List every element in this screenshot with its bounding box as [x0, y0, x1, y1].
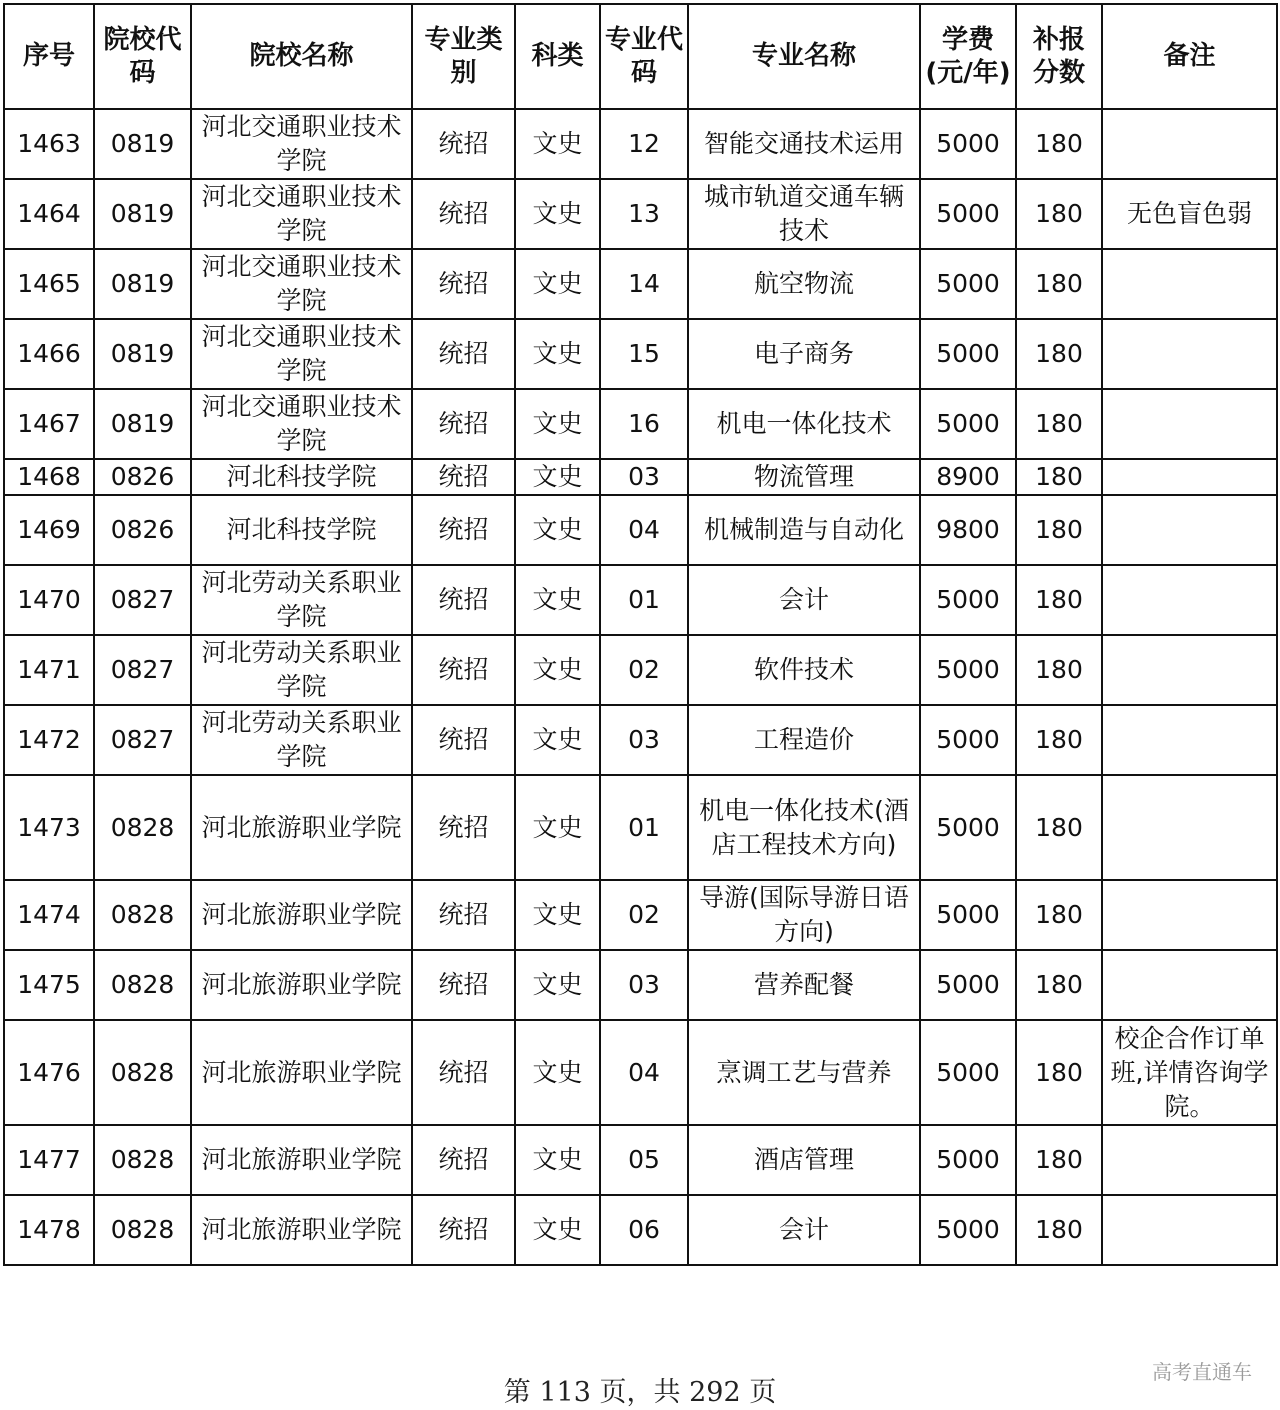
cell-school-code: 0828: [94, 950, 191, 1020]
cell-tuition: 5000: [920, 249, 1016, 319]
cell-major-code: 02: [600, 635, 688, 705]
cell-major-code: 13: [600, 179, 688, 249]
cell-school-code: 0828: [94, 1195, 191, 1265]
cell-subject-type: 文史: [515, 1020, 600, 1125]
cell-major-code: 01: [600, 565, 688, 635]
cell-index: 1472: [4, 705, 94, 775]
cell-major-code: 12: [600, 109, 688, 179]
cell-tuition: 5000: [920, 1195, 1016, 1265]
cell-school-name: 河北交通职业技术学院: [191, 249, 412, 319]
cell-major-code: 14: [600, 249, 688, 319]
cell-school-code: 0826: [94, 495, 191, 565]
cell-tuition: 5000: [920, 389, 1016, 459]
cell-major-name: 航空物流: [688, 249, 920, 319]
cell-score: 180: [1016, 1195, 1102, 1265]
cell-major-category: 统招: [412, 950, 515, 1020]
header-score: 补报分数: [1016, 4, 1102, 109]
cell-remarks: [1102, 950, 1277, 1020]
cell-major-name: 会计: [688, 1195, 920, 1265]
cell-school-code: 0826: [94, 459, 191, 495]
cell-subject-type: 文史: [515, 249, 600, 319]
cell-remarks: [1102, 775, 1277, 880]
admission-table: [3, 3, 1278, 1266]
cell-index: 1477: [4, 1125, 94, 1195]
cell-tuition: 5000: [920, 319, 1016, 389]
cell-major-name: 导游(国际导游日语方向): [688, 880, 920, 950]
header-subject-type: 科类: [515, 4, 600, 109]
header-remarks: 备注: [1102, 4, 1277, 109]
cell-major-code: 03: [600, 950, 688, 1020]
cell-remarks: [1102, 635, 1277, 705]
cell-major-category: 统招: [412, 389, 515, 459]
cell-score: 180: [1016, 705, 1102, 775]
cell-school-name: 河北劳动关系职业学院: [191, 565, 412, 635]
cell-school-code: 0819: [94, 389, 191, 459]
cell-score: 180: [1016, 249, 1102, 319]
cell-tuition: 5000: [920, 880, 1016, 950]
cell-subject-type: 文史: [515, 459, 600, 495]
cell-remarks: [1102, 109, 1277, 179]
table-row: [4, 705, 1277, 775]
cell-major-category: 统招: [412, 109, 515, 179]
cell-subject-type: 文史: [515, 109, 600, 179]
header-major-name: 专业名称: [688, 4, 920, 109]
cell-remarks: [1102, 249, 1277, 319]
cell-major-name: 城市轨道交通车辆技术: [688, 179, 920, 249]
cell-school-code: 0819: [94, 319, 191, 389]
cell-index: 1478: [4, 1195, 94, 1265]
cell-school-name: 河北旅游职业学院: [191, 1125, 412, 1195]
cell-remarks: [1102, 389, 1277, 459]
cell-major-category: 统招: [412, 459, 515, 495]
cell-major-name: 电子商务: [688, 319, 920, 389]
cell-subject-type: 文史: [515, 635, 600, 705]
cell-score: 180: [1016, 775, 1102, 880]
cell-score: 180: [1016, 1125, 1102, 1195]
cell-score: 180: [1016, 495, 1102, 565]
cell-major-name: 烹调工艺与营养: [688, 1020, 920, 1125]
cell-remarks: 校企合作订单班,详情咨询学院。: [1102, 1020, 1277, 1125]
cell-major-code: 04: [600, 1020, 688, 1125]
cell-school-name: 河北旅游职业学院: [191, 880, 412, 950]
cell-score: 180: [1016, 565, 1102, 635]
cell-score: 180: [1016, 109, 1102, 179]
cell-school-code: 0828: [94, 775, 191, 880]
footer-prefix: 第: [503, 1377, 531, 1408]
cell-subject-type: 文史: [515, 495, 600, 565]
cell-school-name: 河北科技学院: [191, 459, 412, 495]
cell-index: 1467: [4, 389, 94, 459]
cell-score: 180: [1016, 319, 1102, 389]
cell-major-category: 统招: [412, 1125, 515, 1195]
cell-major-name: 工程造价: [688, 705, 920, 775]
cell-school-name: 河北旅游职业学院: [191, 1020, 412, 1125]
cell-score: 180: [1016, 389, 1102, 459]
header-major-category: 专业类别: [412, 4, 515, 109]
cell-school-name: 河北旅游职业学院: [191, 950, 412, 1020]
cell-remarks: [1102, 495, 1277, 565]
cell-major-category: 统招: [412, 775, 515, 880]
table-row: [4, 389, 1277, 459]
cell-major-name: 机械制造与自动化: [688, 495, 920, 565]
table-row: [4, 635, 1277, 705]
cell-school-code: 0828: [94, 1020, 191, 1125]
header-school-name: 院校名称: [191, 4, 412, 109]
cell-tuition: 5000: [920, 950, 1016, 1020]
cell-school-code: 0828: [94, 1125, 191, 1195]
cell-tuition: 5000: [920, 565, 1016, 635]
cell-major-category: 统招: [412, 880, 515, 950]
cell-major-name: 机电一体化技术: [688, 389, 920, 459]
cell-major-code: 04: [600, 495, 688, 565]
cell-index: 1471: [4, 635, 94, 705]
cell-remarks: [1102, 705, 1277, 775]
cell-remarks: [1102, 880, 1277, 950]
cell-index: 1463: [4, 109, 94, 179]
cell-major-code: 06: [600, 1195, 688, 1265]
cell-major-category: 统招: [412, 1195, 515, 1265]
cell-major-name: 软件技术: [688, 635, 920, 705]
cell-major-code: 02: [600, 880, 688, 950]
table-row: [4, 495, 1277, 565]
table-body: [4, 109, 1277, 1265]
cell-school-name: 河北交通职业技术学院: [191, 319, 412, 389]
cell-tuition: 9800: [920, 495, 1016, 565]
table-row: [4, 565, 1277, 635]
cell-subject-type: 文史: [515, 319, 600, 389]
cell-tuition: 5000: [920, 705, 1016, 775]
cell-index: 1473: [4, 775, 94, 880]
cell-score: 180: [1016, 179, 1102, 249]
cell-index: 1475: [4, 950, 94, 1020]
page-footer: [0, 1370, 1280, 1409]
cell-major-category: 统招: [412, 635, 515, 705]
cell-major-code: 05: [600, 1125, 688, 1195]
cell-major-category: 统招: [412, 179, 515, 249]
cell-remarks: [1102, 1195, 1277, 1265]
table-row: [4, 1125, 1277, 1195]
cell-major-name: 会计: [688, 565, 920, 635]
cell-remarks: 无色盲色弱: [1102, 179, 1277, 249]
cell-subject-type: 文史: [515, 880, 600, 950]
watermark-text: 高考直通车: [1152, 1360, 1252, 1384]
cell-tuition: 5000: [920, 775, 1016, 880]
cell-tuition: 5000: [920, 179, 1016, 249]
cell-school-name: 河北旅游职业学院: [191, 1195, 412, 1265]
cell-index: 1465: [4, 249, 94, 319]
cell-major-code: 01: [600, 775, 688, 880]
cell-subject-type: 文史: [515, 950, 600, 1020]
cell-major-code: 03: [600, 705, 688, 775]
cell-index: 1466: [4, 319, 94, 389]
cell-major-category: 统招: [412, 565, 515, 635]
cell-major-name: 营养配餐: [688, 950, 920, 1020]
table-row: [4, 950, 1277, 1020]
header-index: 序号: [4, 4, 94, 109]
cell-school-code: 0828: [94, 880, 191, 950]
cell-major-code: 03: [600, 459, 688, 495]
footer-suffix: 页: [749, 1377, 777, 1408]
cell-major-category: 统招: [412, 1020, 515, 1125]
cell-subject-type: 文史: [515, 1195, 600, 1265]
cell-index: 1464: [4, 179, 94, 249]
header-school-code: 院校代码: [94, 4, 191, 109]
cell-major-name: 物流管理: [688, 459, 920, 495]
cell-school-name: 河北交通职业技术学院: [191, 389, 412, 459]
table-row: [4, 459, 1277, 495]
table-header-row: [4, 4, 1277, 109]
table-row: [4, 109, 1277, 179]
cell-score: 180: [1016, 1020, 1102, 1125]
cell-major-name: 智能交通技术运用: [688, 109, 920, 179]
cell-school-name: 河北交通职业技术学院: [191, 179, 412, 249]
cell-index: 1468: [4, 459, 94, 495]
cell-tuition: 5000: [920, 109, 1016, 179]
cell-school-name: 河北交通职业技术学院: [191, 109, 412, 179]
cell-index: 1476: [4, 1020, 94, 1125]
cell-major-code: 15: [600, 319, 688, 389]
cell-major-name: 酒店管理: [688, 1125, 920, 1195]
cell-school-name: 河北劳动关系职业学院: [191, 705, 412, 775]
cell-school-code: 0827: [94, 635, 191, 705]
footer-total-pages: 292: [689, 1377, 741, 1408]
cell-index: 1469: [4, 495, 94, 565]
cell-school-code: 0819: [94, 109, 191, 179]
table-row: [4, 1195, 1277, 1265]
table-row: [4, 179, 1277, 249]
footer-page-number: 113: [539, 1377, 591, 1408]
cell-remarks: [1102, 459, 1277, 495]
cell-school-name: 河北劳动关系职业学院: [191, 635, 412, 705]
footer-middle: 页，共: [599, 1377, 681, 1408]
cell-index: 1474: [4, 880, 94, 950]
cell-school-code: 0827: [94, 565, 191, 635]
cell-major-category: 统招: [412, 495, 515, 565]
cell-subject-type: 文史: [515, 389, 600, 459]
cell-major-category: 统招: [412, 249, 515, 319]
cell-tuition: 5000: [920, 1020, 1016, 1125]
cell-major-name: 机电一体化技术(酒店工程技术方向): [688, 775, 920, 880]
cell-score: 180: [1016, 880, 1102, 950]
cell-tuition: 8900: [920, 459, 1016, 495]
table-row: [4, 249, 1277, 319]
cell-tuition: 5000: [920, 1125, 1016, 1195]
cell-remarks: [1102, 1125, 1277, 1195]
cell-school-name: 河北科技学院: [191, 495, 412, 565]
cell-subject-type: 文史: [515, 179, 600, 249]
cell-subject-type: 文史: [515, 565, 600, 635]
cell-score: 180: [1016, 950, 1102, 1020]
header-major-code: 专业代码: [600, 4, 688, 109]
cell-tuition: 5000: [920, 635, 1016, 705]
cell-score: 180: [1016, 635, 1102, 705]
table-row: [4, 319, 1277, 389]
cell-school-name: 河北旅游职业学院: [191, 775, 412, 880]
header-tuition: 学费(元/年): [920, 4, 1016, 109]
cell-remarks: [1102, 319, 1277, 389]
cell-major-category: 统招: [412, 319, 515, 389]
cell-school-code: 0819: [94, 179, 191, 249]
cell-subject-type: 文史: [515, 705, 600, 775]
cell-remarks: [1102, 565, 1277, 635]
cell-subject-type: 文史: [515, 775, 600, 880]
table-row: [4, 775, 1277, 880]
table-row: [4, 880, 1277, 950]
cell-major-category: 统招: [412, 705, 515, 775]
cell-major-code: 16: [600, 389, 688, 459]
table-row: [4, 1020, 1277, 1125]
cell-school-code: 0827: [94, 705, 191, 775]
cell-subject-type: 文史: [515, 1125, 600, 1195]
cell-school-code: 0819: [94, 249, 191, 319]
cell-index: 1470: [4, 565, 94, 635]
cell-score: 180: [1016, 459, 1102, 495]
